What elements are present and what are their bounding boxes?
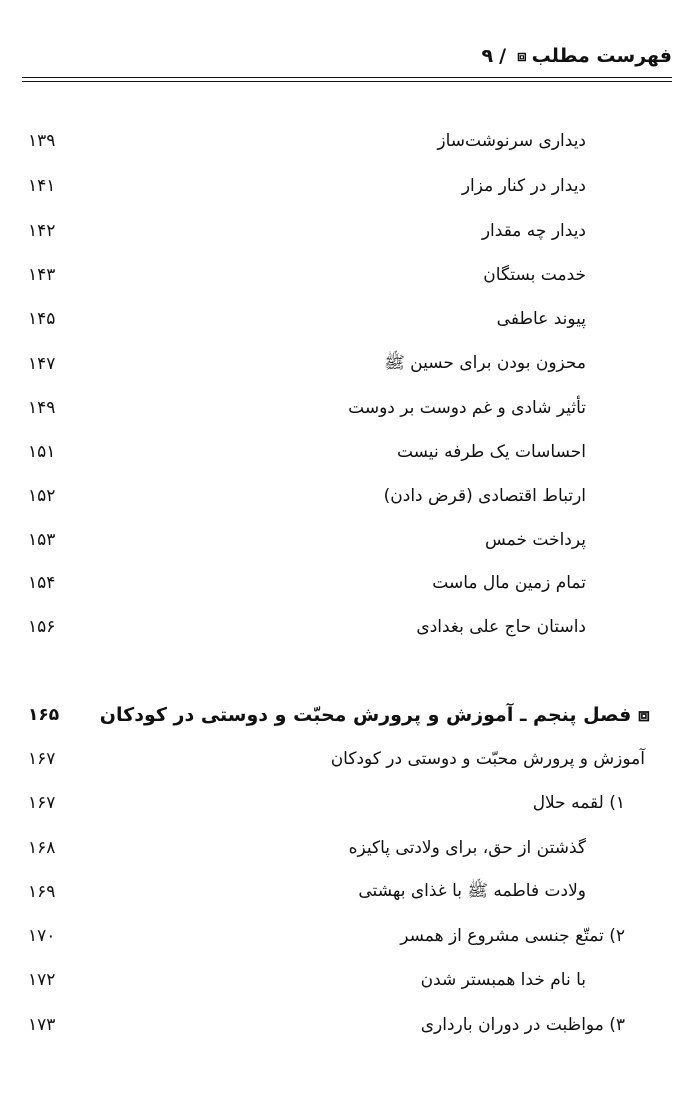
toc-chapter-heading[interactable] [28, 697, 650, 733]
square-ornament-icon: ⧈ [517, 47, 527, 65]
square-ornament-icon: ⧈ [637, 704, 650, 726]
toc-entry[interactable] [28, 741, 645, 777]
toc-entry[interactable] [28, 434, 645, 470]
toc-entry[interactable] [28, 168, 645, 204]
toc-entry[interactable] [28, 478, 645, 514]
toc-entry-page: ۱۴۳ [28, 265, 56, 285]
toc-entry-page: ۱۶۸ [28, 838, 56, 858]
toc-entry[interactable] [28, 213, 645, 249]
toc-entry-page: ۱۴۲ [28, 221, 56, 241]
toc-chapter-title: فصل پنجم ـ آموزش و پرورش محبّت و دوستی در کودکان [99, 704, 632, 726]
toc-entry-title: ارتباط اقتصادی (قرض دادن) [383, 486, 586, 506]
header-title: فهرست مطلب [531, 45, 672, 67]
toc-entry-title: تأثیر شادی و غم دوست بر دوست [348, 398, 586, 418]
toc-entry-page: ۱۵۱ [28, 442, 56, 462]
toc-entry-title: محزون بودن برای حسین ﷺ [384, 352, 586, 373]
toc-entry-page: ۱۶۵ [28, 705, 60, 725]
toc-entry-page: ۱۵۳ [28, 530, 56, 550]
toc-entry-page: ۱۴۱ [28, 176, 56, 196]
toc-entry-title: گذشتن از حق، برای ولادتی پاکیزه [348, 838, 586, 858]
chapter-title-group [100, 704, 650, 726]
toc-entry[interactable] [28, 123, 645, 159]
toc-entry-title: ولادت فاطمه ﷺ با غذای بهشتی [358, 880, 586, 901]
toc-entry-page: ۱۶۷ [28, 749, 56, 769]
toc-entry[interactable] [28, 1007, 645, 1043]
toc-entry-page: ۱۷۳ [28, 1015, 56, 1035]
toc-entry[interactable] [28, 918, 645, 954]
toc-entry-title: تمام زمین مال ماست [432, 573, 586, 593]
toc-entry-title: با نام خدا همبستر شدن [420, 970, 586, 990]
toc-entry-page: ۱۳۹ [28, 131, 56, 151]
toc-entry-title: آموزش و پرورش محبّت و دوستی در کودکان [330, 749, 645, 769]
toc-entry-page: ۱۴۷ [28, 354, 56, 374]
header-page-number: ۹ [481, 45, 494, 67]
toc-entry-page: ۱۴۵ [28, 309, 56, 329]
toc-entry[interactable] [28, 609, 645, 645]
toc-entry-title: دیداری سرنوشت‌ساز [437, 131, 586, 151]
toc-entry-page: ۱۵۴ [28, 573, 56, 593]
toc-entry-page: ۱۷۲ [28, 970, 56, 990]
toc-entry[interactable] [28, 522, 645, 558]
toc-entry-page: ۱۶۹ [28, 882, 56, 902]
toc-entry-title: ۳) مواظبت در دوران بارداری [420, 1015, 625, 1035]
toc-entry[interactable] [28, 874, 645, 910]
toc-entry-title: دیدار در کنار مزار [461, 176, 586, 196]
toc-entry[interactable] [28, 346, 645, 382]
toc-entry-title: پرداخت خمس [484, 530, 586, 550]
toc-entry-title: ۲) تمتّع جنسی مشروع از همسر [400, 926, 625, 946]
toc-entry[interactable] [28, 962, 645, 998]
toc-entry-title: ۱) لقمه حلال [532, 793, 625, 813]
toc-entry[interactable] [28, 785, 645, 821]
toc-entry[interactable] [28, 565, 645, 601]
toc-entry-page: ۱۶۷ [28, 793, 56, 813]
header-rule-bottom [22, 81, 672, 82]
toc-entry-title: پیوند عاطفی [496, 309, 586, 329]
toc-entry[interactable] [28, 257, 645, 293]
toc-entry-title: خدمت بستگان [483, 265, 586, 285]
toc-entry-page: ۱۵۶ [28, 617, 56, 637]
toc-entry[interactable] [28, 830, 645, 866]
toc-entry[interactable] [28, 301, 645, 337]
toc-entry-title: دیدار چه مقدار [481, 221, 586, 241]
toc-entry-page: ۱۴۹ [28, 398, 56, 418]
header-separator: / [499, 45, 507, 67]
header-rule-top [22, 77, 672, 78]
toc-entry-title: داستان حاج علی بغدادی [416, 617, 586, 637]
toc-entry[interactable] [28, 390, 645, 426]
toc-entry-title: احساسات یک طرفه نیست [396, 442, 586, 462]
running-header [22, 40, 672, 72]
toc-entry-page: ۱۷۰ [28, 926, 56, 946]
toc-entry-page: ۱۵۲ [28, 486, 56, 506]
